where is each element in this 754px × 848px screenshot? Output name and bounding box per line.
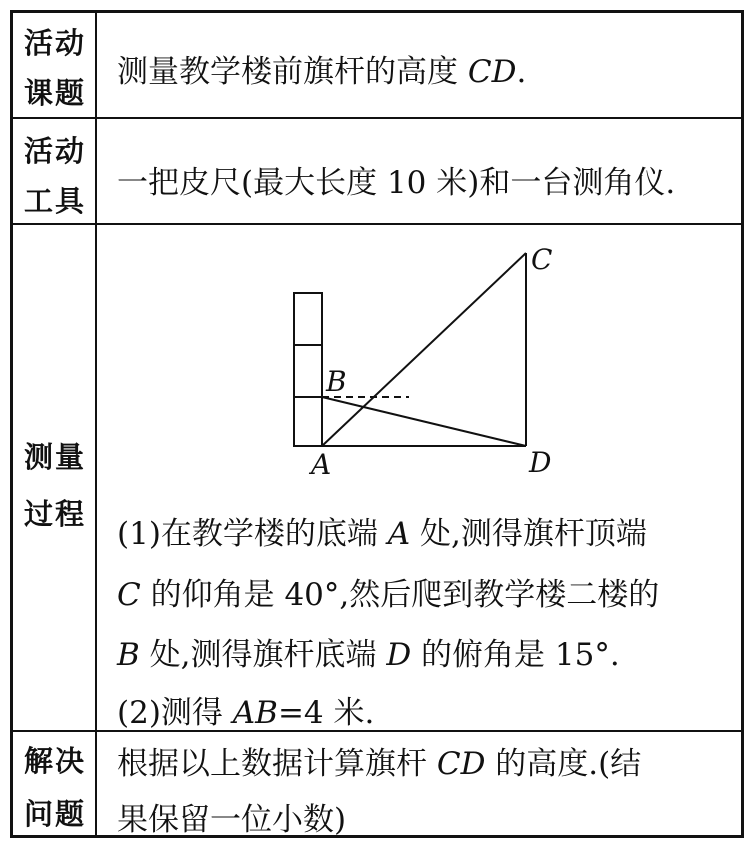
geometry-diagram <box>97 225 737 495</box>
point-label-C: C <box>531 243 553 276</box>
tools-text: 一把皮尺(最大长度 10 米)和一台测角仪. <box>117 165 676 201</box>
label-measurement-process <box>13 225 97 730</box>
topic-text-main: 测量教学楼前旗杆的高度 <box>117 54 468 90</box>
topic-text <box>117 46 526 91</box>
row-measurement-process <box>13 223 741 730</box>
step1-line1-b: 处,测得旗杆顶端 <box>410 516 647 552</box>
problem-line2: 果保留一位小数) <box>117 802 347 838</box>
label-problem-line1: 解决 <box>23 744 86 778</box>
label-topic-line1: 活动 <box>23 26 86 60</box>
step1-line1-a: (1)在教学楼的底端 <box>117 516 388 552</box>
step1-line3-a: 处,测得旗杆底端 <box>139 637 387 673</box>
label-topic-line2: 课题 <box>23 76 86 110</box>
sight-line-BD <box>322 397 526 446</box>
step1-line1-var: A <box>387 516 411 552</box>
step1-line2-var: C <box>117 577 141 613</box>
label-tools-line2: 工具 <box>23 184 86 218</box>
problem-line1-a: 根据以上数据计算旗杆 <box>117 746 437 782</box>
step2-var: AB <box>232 695 278 731</box>
label-process-line1: 测量 <box>23 440 86 474</box>
step1-line2 <box>117 569 659 614</box>
label-activity-topic <box>13 13 97 117</box>
row-solve-problem <box>13 730 741 838</box>
step2-line <box>117 687 374 732</box>
problem-line1 <box>117 738 641 783</box>
label-tools-line1: 活动 <box>23 134 86 168</box>
step1-line3 <box>117 629 620 674</box>
problem-line1-b: 的高度.(结 <box>485 746 642 782</box>
problem-line1-var: CD <box>436 746 486 782</box>
activity-table <box>10 10 744 838</box>
label-process-line2: 过程 <box>23 497 86 531</box>
step1-line3-b: 的俯角是 15°. <box>411 637 620 673</box>
row-activity-topic <box>13 13 741 117</box>
content-activity-tools <box>97 119 741 223</box>
step1-line3-var2: D <box>386 637 412 673</box>
content-measurement-process <box>97 225 741 730</box>
step1-line1 <box>117 508 647 553</box>
topic-text-var: CD <box>467 54 517 90</box>
content-solve-problem <box>97 732 741 838</box>
row-activity-tools <box>13 117 741 223</box>
label-solve-problem <box>13 732 97 835</box>
point-label-B: B <box>326 365 347 398</box>
building-outline <box>294 293 322 446</box>
point-label-D: D <box>529 446 552 479</box>
step1-line2-text: 的仰角是 40°,然后爬到教学楼二楼的 <box>140 577 660 613</box>
label-activity-tools <box>13 119 97 223</box>
step2-a: (2)测得 <box>117 695 233 731</box>
step1-line3-var1: B <box>117 637 140 673</box>
label-problem-line2: 问题 <box>23 797 86 831</box>
topic-text-end: . <box>516 54 527 90</box>
sight-line-AC <box>322 253 526 446</box>
step2-b: =4 米. <box>277 695 375 731</box>
point-label-A: A <box>311 448 332 481</box>
content-activity-topic <box>97 13 741 117</box>
